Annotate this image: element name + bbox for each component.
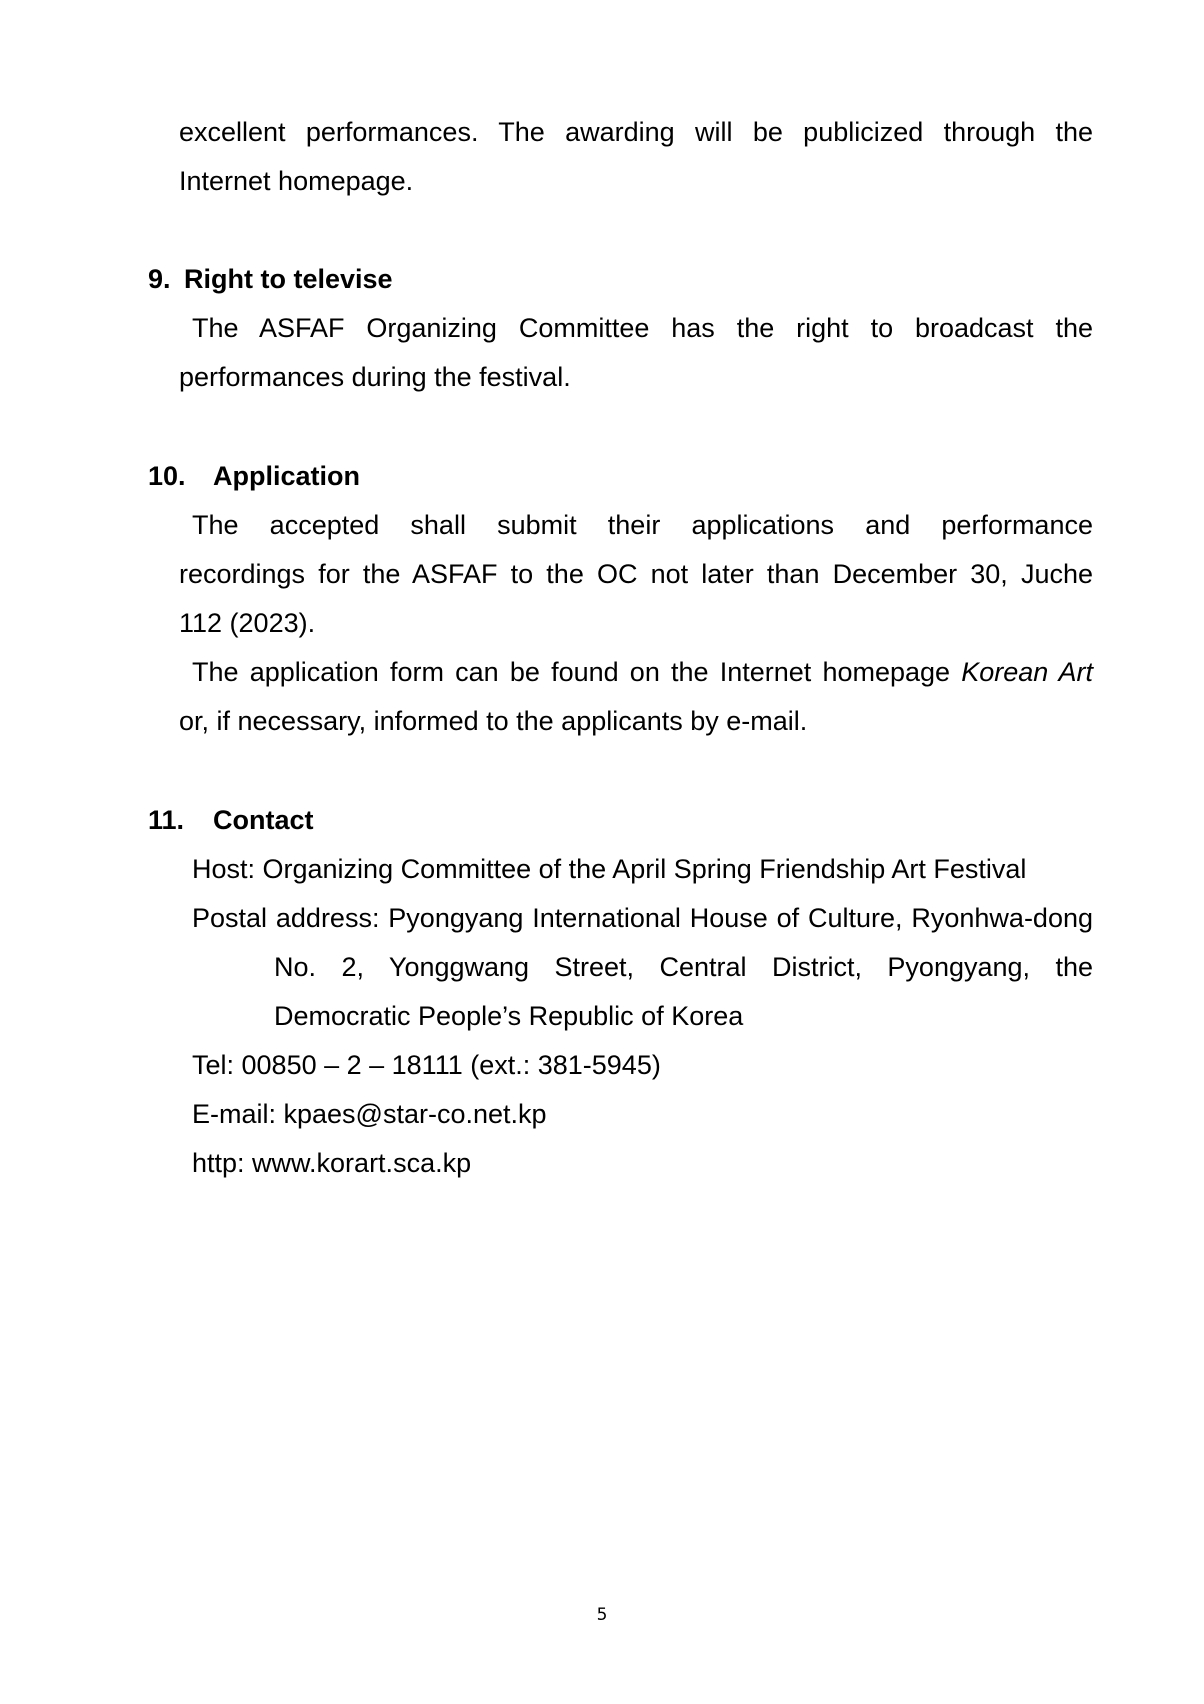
section-10-number: 10. bbox=[148, 461, 186, 491]
contact-tel: Tel: 00850 – 2 – 18111 (ext.: 381-5945) bbox=[192, 1050, 661, 1080]
section-9-heading bbox=[148, 255, 393, 304]
section-9-line-1: The ASFAF Organizing Committee has the right to broadcast the bbox=[192, 313, 1093, 343]
section-10-p2-line-1 bbox=[192, 648, 1093, 697]
section-10-p1-line-3: 112 (2023). bbox=[179, 608, 316, 638]
contact-postal-line-3: Democratic People’s Republic of Korea bbox=[274, 1001, 744, 1031]
section-9-line-2: performances during the festival. bbox=[179, 362, 571, 392]
contact-postal-line-1: Postal address: Pyongyang International House of Culture, Ryonhwa-dong bbox=[192, 903, 1093, 933]
section-11-number: 11. bbox=[148, 805, 185, 835]
contact-email: E-mail: kpaes@star-co.net.kp bbox=[192, 1099, 547, 1129]
contact-website: http: www.korart.sca.kp bbox=[192, 1148, 472, 1178]
contact-host: Host: Organizing Committee of the April Spring Friendship Art Festival bbox=[192, 854, 1027, 884]
continuation-line-2: Internet homepage. bbox=[179, 166, 414, 196]
section-10-title: Application bbox=[213, 461, 360, 491]
homepage-name: Korean Art bbox=[961, 657, 1093, 687]
section-9-number: 9. bbox=[148, 264, 171, 294]
section-10-heading bbox=[148, 452, 360, 501]
section-10-p2-text: The application form can be found on the Internet homepage bbox=[192, 657, 962, 687]
continuation-line-1: excellent performances. The awarding will be publicized through the bbox=[179, 117, 1093, 147]
page-number: 5 bbox=[596, 1605, 608, 1625]
section-11-title: Contact bbox=[213, 805, 314, 835]
contact-postal-line-2: No. 2, Yonggwang Street, Central District, Pyongyang, the bbox=[274, 952, 1093, 982]
section-9-title: Right to televise bbox=[184, 264, 393, 294]
section-10-p1-line-2: recordings for the ASFAF to the OC not later than December 30, Juche bbox=[179, 559, 1093, 589]
section-11-heading bbox=[148, 796, 314, 845]
section-10-p2-line-2: or, if necessary, informed to the applicants by e-mail. bbox=[179, 706, 808, 736]
section-10-p1-line-1: The accepted shall submit their applications and performance bbox=[192, 510, 1093, 540]
